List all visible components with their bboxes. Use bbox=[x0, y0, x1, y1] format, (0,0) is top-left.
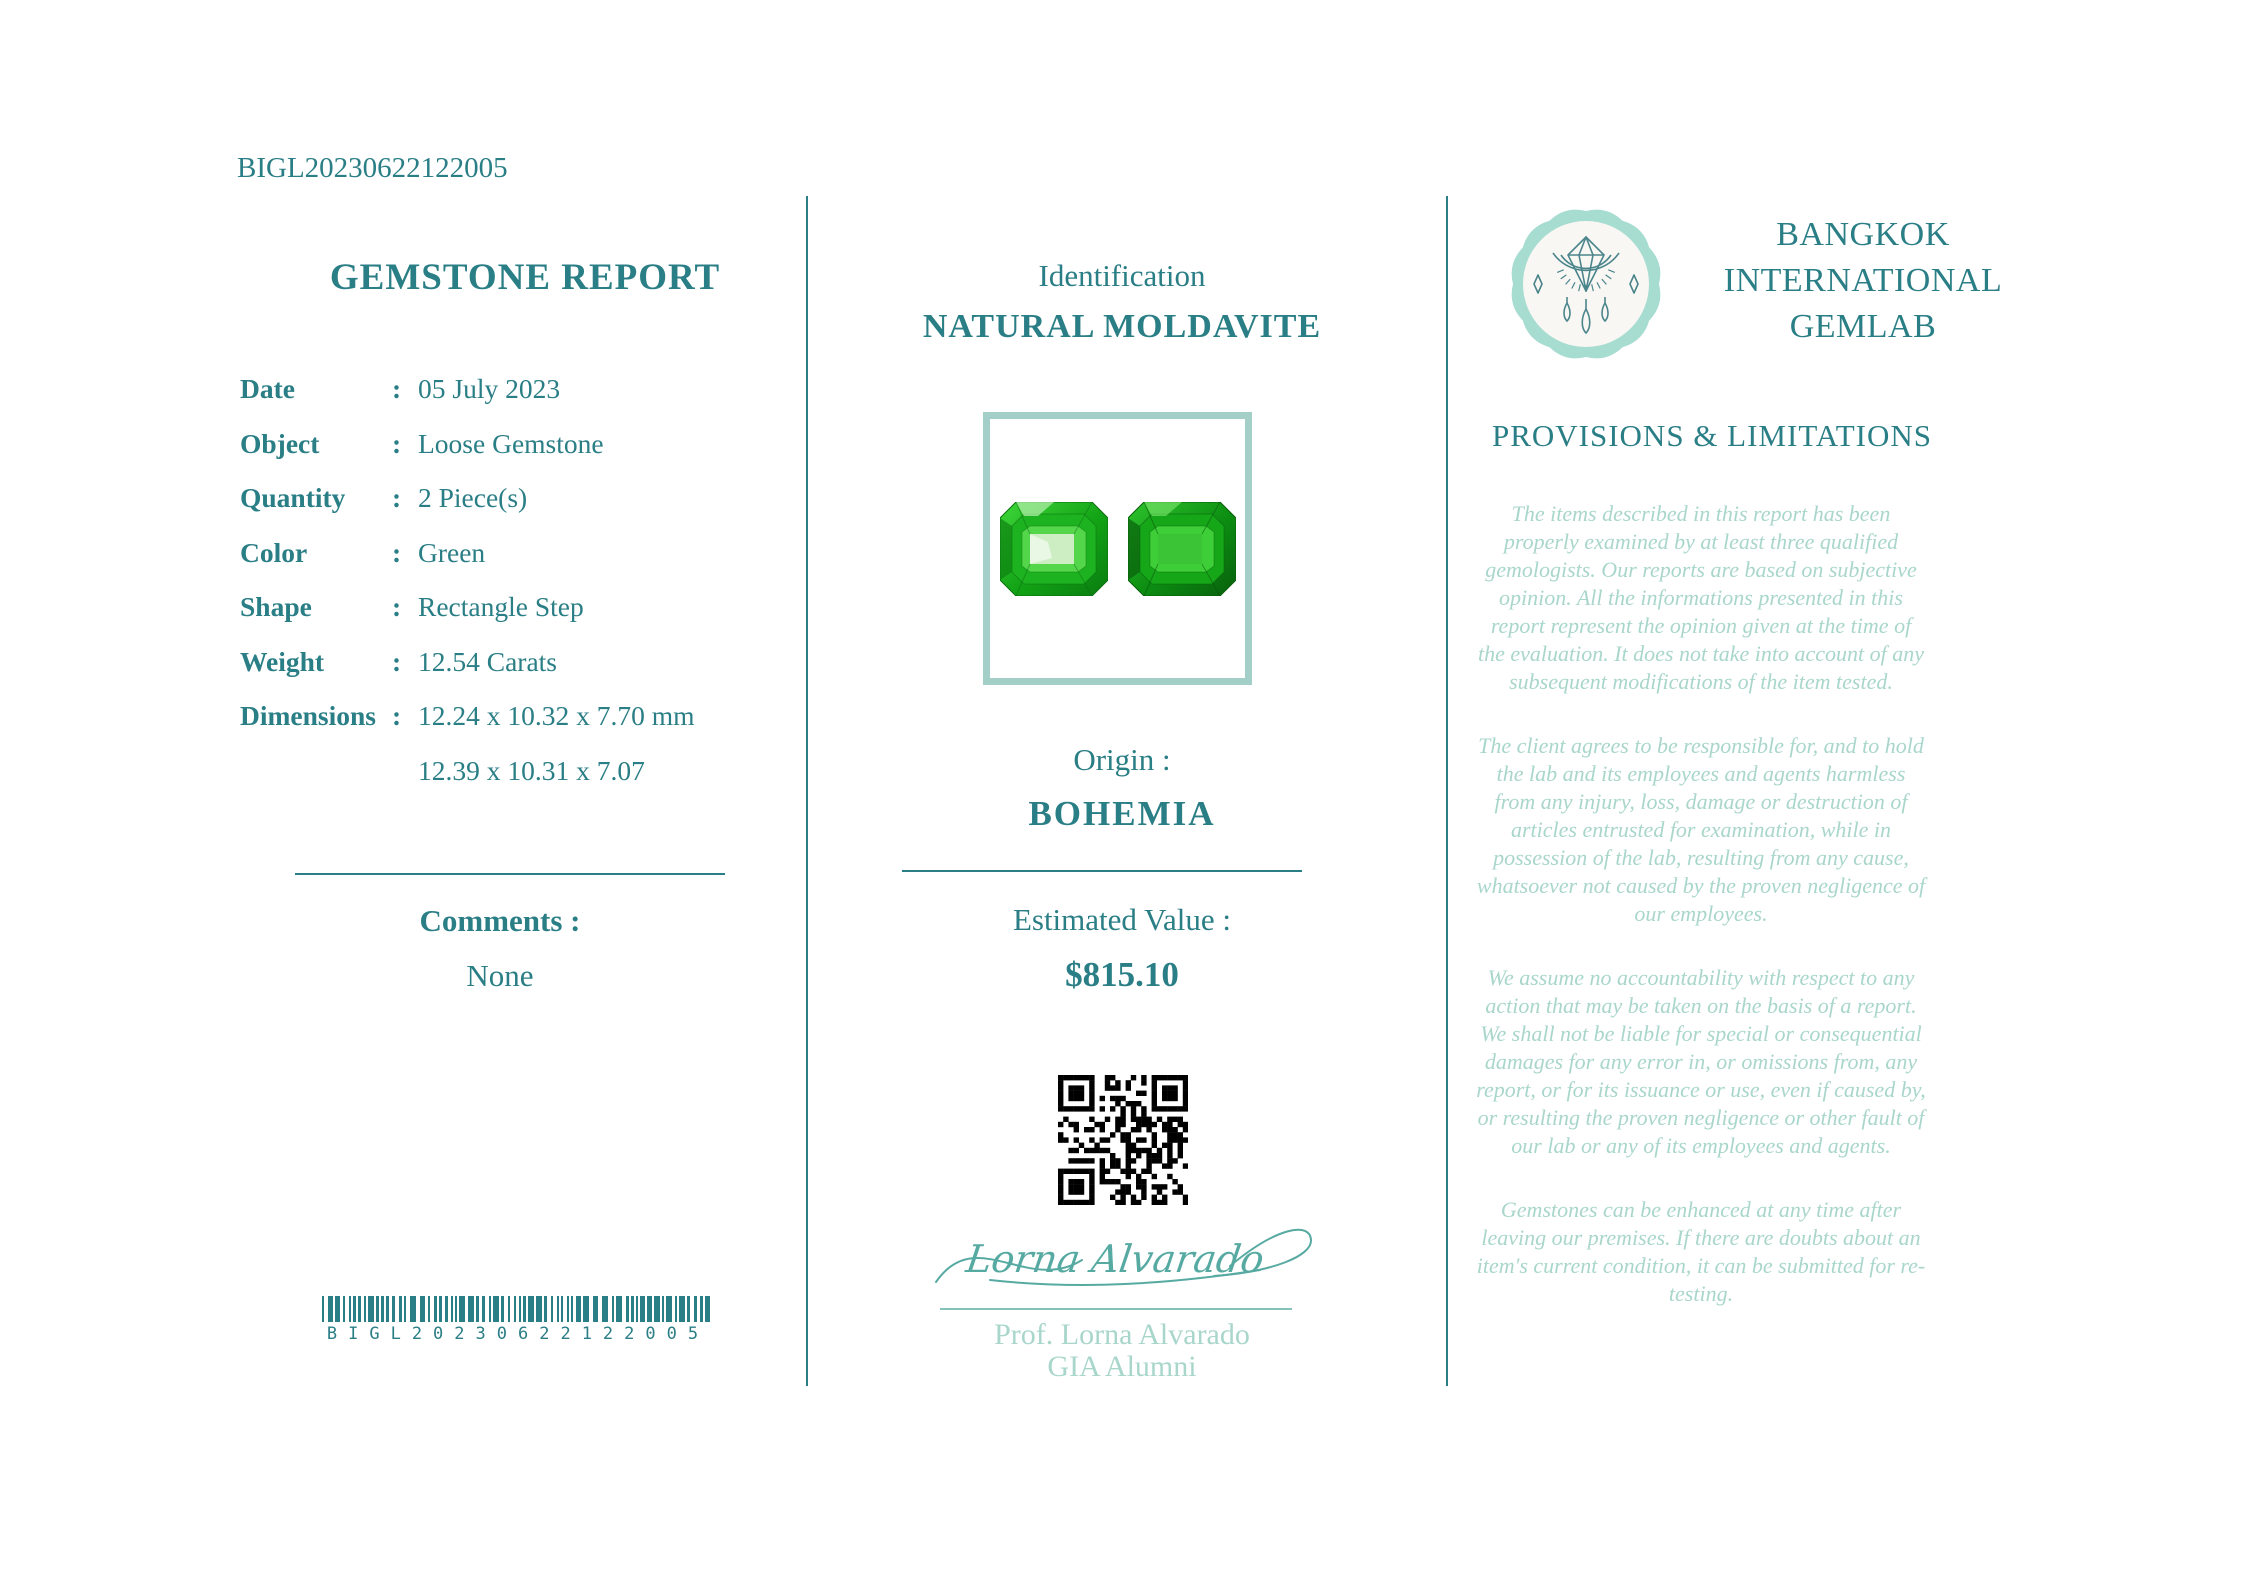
field-value: Green bbox=[418, 536, 486, 568]
page-title: GEMSTONE REPORT bbox=[329, 257, 721, 298]
field-row-shape bbox=[240, 580, 760, 635]
field-value: 12.54 Carats bbox=[418, 645, 558, 677]
comments-label: Comments : bbox=[419, 903, 581, 938]
field-row-weight bbox=[240, 635, 760, 690]
field-colon: : bbox=[392, 427, 402, 459]
field-colon: : bbox=[392, 482, 402, 514]
field-row-color bbox=[240, 526, 760, 581]
provision-paragraph-4: Gemstones can be enhanced at any time after leaving our premises. If there are doubts about an item's current condition, it can be submitted for re-testing. bbox=[1476, 1197, 1926, 1306]
field-value: 2 Piece(s) bbox=[418, 482, 528, 514]
field-value: Loose Gemstone bbox=[418, 427, 604, 459]
column-divider-left bbox=[806, 196, 808, 1386]
gemstone-photo-frame bbox=[983, 412, 1252, 685]
green-gem-right-icon bbox=[1128, 502, 1236, 596]
field-colon: : bbox=[392, 591, 402, 623]
comments-value: None bbox=[466, 958, 534, 993]
provision-paragraph-2: The client agrees to be responsible for, and to hold the lab and its employees and agents harmless from any injury, loss, damage or destruction of articles entrusted for examination, while in possession of the lab, resulting from any cause, whatsoever not caused by the proven negligence of our employees. bbox=[1476, 733, 1926, 926]
estimated-value-label: Estimated Value : bbox=[1012, 902, 1232, 937]
barcode-icon bbox=[322, 1296, 710, 1322]
qr-code-icon bbox=[1058, 1075, 1188, 1205]
field-value: 12.39 x 10.31 x 7.07 bbox=[418, 754, 645, 786]
origin-value-divider bbox=[902, 870, 1302, 872]
signature-icon bbox=[930, 1210, 1320, 1311]
field-label: Weight bbox=[240, 645, 325, 677]
column-divider-right bbox=[1446, 196, 1448, 1386]
report-number: BIGL20230622122005 bbox=[237, 152, 508, 184]
comments-divider bbox=[295, 873, 725, 875]
field-value: 12.24 x 10.32 x 7.70 mm bbox=[418, 700, 695, 732]
field-value: Rectangle Step bbox=[418, 591, 584, 623]
lab-name-line1: BANGKOK bbox=[1776, 216, 1950, 253]
field-label: Dimensions bbox=[240, 700, 376, 732]
field-label: Shape bbox=[240, 591, 312, 623]
provision-paragraph-1: The items described in this report has been properly examined by at least three qualified gemologists. Our reports are based on subjective opinion. All the informations presented in this report represent the opinion given at the time of the evaluation. It does not take into account of any subsequent modifications of the item tested. bbox=[1477, 501, 1924, 694]
signature-name-script: Lorna Alvarado bbox=[963, 1238, 1267, 1282]
field-colon: : bbox=[392, 645, 402, 677]
estimated-value: $815.10 bbox=[1065, 955, 1179, 994]
lab-name-line2: INTERNATIONAL bbox=[1723, 262, 2003, 299]
gem-crescent-badge-icon bbox=[1505, 203, 1667, 365]
field-label: Quantity bbox=[240, 482, 346, 514]
origin-value: BOHEMIA bbox=[1028, 794, 1216, 833]
field-label: Color bbox=[240, 536, 308, 568]
origin-label: Origin : bbox=[1073, 742, 1171, 777]
field-colon: : bbox=[392, 373, 402, 405]
report-fields bbox=[240, 362, 760, 798]
field-row-quantity bbox=[240, 471, 760, 526]
field-colon: : bbox=[392, 536, 402, 568]
field-label: Date bbox=[240, 373, 295, 405]
provisions-title: PROVISIONS & LIMITATIONS bbox=[1491, 418, 1933, 453]
field-row-date bbox=[240, 362, 760, 417]
field-row-object bbox=[240, 417, 760, 472]
signatory-name: Prof. Lorna Alvarado bbox=[994, 1318, 1250, 1351]
lab-name bbox=[1688, 212, 2038, 350]
identification-label: Identification bbox=[1038, 258, 1206, 293]
signature-underline bbox=[940, 1308, 1292, 1310]
field-label: Object bbox=[240, 427, 320, 459]
gem-species: NATURAL MOLDAVITE bbox=[922, 308, 1322, 345]
lab-name-line3: GEMLAB bbox=[1789, 308, 1937, 345]
provisions-text bbox=[1475, 500, 1927, 1344]
signatory-title: GIA Alumni bbox=[1047, 1350, 1197, 1383]
field-value: 05 July 2023 bbox=[418, 373, 561, 405]
field-colon: : bbox=[392, 700, 402, 732]
provision-paragraph-3: We assume no accountability with respect to any action that may be taken on the basis of a report. We shall not be liable for special or consequential damages for any error in, or omissions from, any report, or for its issuance or use, even if caused by, or resulting the proven negligence or other fault of our lab or any of its employees and agents. bbox=[1476, 965, 1926, 1158]
field-row-dimensions-2 bbox=[240, 744, 760, 799]
field-row-dimensions bbox=[240, 689, 760, 744]
barcode-text: BIGL20230622122005 bbox=[326, 1324, 710, 1344]
green-gem-left-icon bbox=[1000, 502, 1108, 596]
